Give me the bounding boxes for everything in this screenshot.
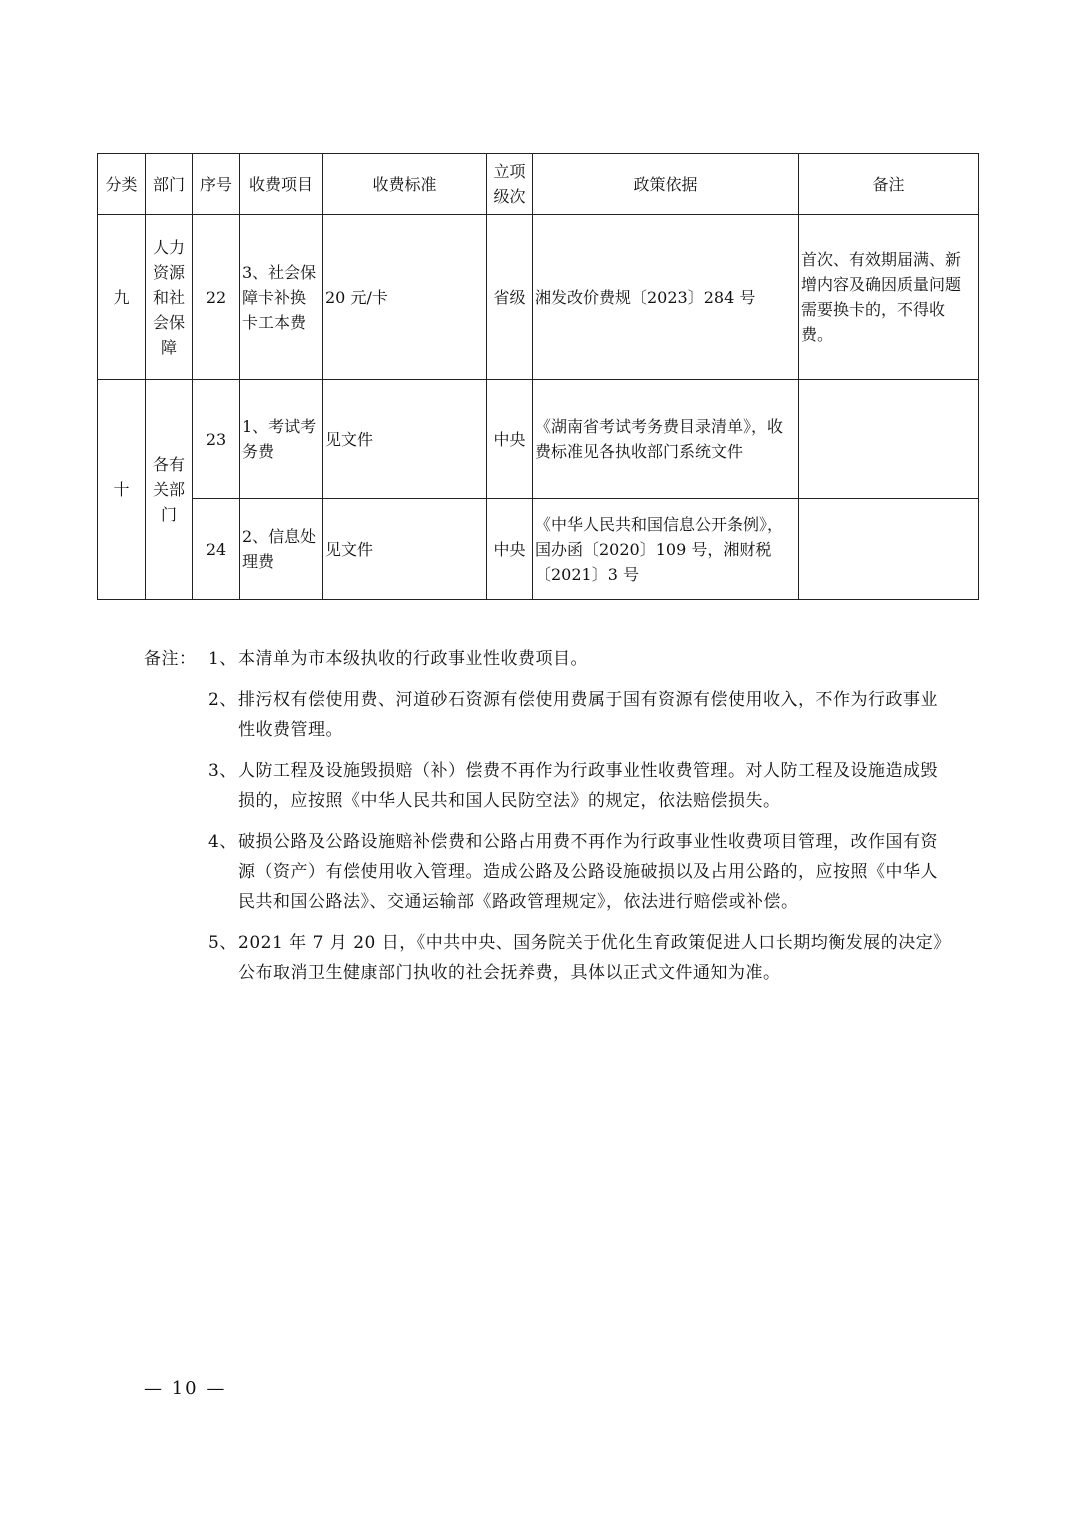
- header-basis: 政策依据: [533, 154, 799, 215]
- table-header-row: [98, 154, 979, 215]
- level-cell: 中央: [487, 499, 533, 600]
- notes-section: [144, 644, 944, 999]
- standard-cell: 20 元/卡: [323, 215, 487, 380]
- note-text: 破损公路及公路设施赔补偿费和公路占用费不再作为行政事业性收费项目管理，改作国有资源（资产）有偿使用收入管理。造成公路及公路设施破损以及占用公路的，应按照《中华人民共和国公路法》、交通运输部《路政管理规定》，依法进行赔偿或补偿。: [238, 832, 938, 912]
- basis-cell: 湘发改价费规〔2023〕284 号: [533, 215, 799, 380]
- fee-table: [97, 153, 979, 600]
- header-level: 立项级次: [487, 154, 533, 215]
- basis-cell: 《中华人民共和国信息公开条例》， 国办函〔2020〕109 号，湘财税〔2021〕3 号: [533, 499, 799, 600]
- page-number: — 10 —: [144, 1378, 227, 1399]
- note-item: [144, 685, 944, 745]
- header-remark: 备注: [799, 154, 979, 215]
- note-item: [144, 756, 944, 816]
- note-index: 1、: [208, 649, 237, 669]
- header-seq: 序号: [193, 154, 240, 215]
- note-item: [144, 644, 944, 674]
- note-index: 4、: [208, 832, 237, 852]
- note-index: 5、: [208, 933, 237, 953]
- note-text: 人防工程及设施毁损赔（补）偿费不再作为行政事业性收费管理。对人防工程及设施造成毁损的，应按照《中华人民共和国人民防空法》的规定，依法赔偿损失。: [238, 761, 938, 811]
- level-cell: 中央: [487, 380, 533, 499]
- level-cell: 省级: [487, 215, 533, 380]
- note-text: 排污权有偿使用费、河道砂石资源有偿使用费属于国有资源有偿使用收入，不作为行政事业性收费管理。: [238, 690, 938, 740]
- department-cell: 各有关部门: [146, 380, 193, 600]
- item-cell: 2、信息处理费: [240, 499, 323, 600]
- note-index: 2、: [208, 690, 237, 710]
- item-cell: 1、考试考务费: [240, 380, 323, 499]
- note-index: 3、: [208, 761, 237, 781]
- header-standard: 收费标准: [323, 154, 487, 215]
- table-row: [98, 499, 979, 600]
- table-row: [98, 215, 979, 380]
- header-department: 部门: [146, 154, 193, 215]
- table-row: [98, 380, 979, 499]
- note-item: [144, 928, 944, 988]
- category-cell: 十: [98, 380, 146, 600]
- header-item: 收费项目: [240, 154, 323, 215]
- category-cell: 九: [98, 215, 146, 380]
- header-category: 分类: [98, 154, 146, 215]
- basis-cell: 《湖南省考试考务费目录清单》，收费标准见各执收部门系统文件: [533, 380, 799, 499]
- note-text: 本清单为市本级执收的行政事业性收费项目。: [238, 649, 588, 669]
- remark-cell: 首次、有效期届满、新增内容及确因质量问题需要换卡的，不得收费。: [799, 215, 979, 380]
- note-item: [144, 827, 944, 917]
- seq-cell: 22: [193, 215, 240, 380]
- notes-label: 备注：: [144, 649, 197, 669]
- seq-cell: 23: [193, 380, 240, 499]
- seq-cell: 24: [193, 499, 240, 600]
- remark-cell: [799, 499, 979, 600]
- item-cell: 3、社会保障卡补换卡工本费: [240, 215, 323, 380]
- department-cell: 人力资源和社会保障: [146, 215, 193, 380]
- standard-cell: 见文件: [323, 380, 487, 499]
- note-text: 2021 年 7 月 20 日，《中共中央、国务院关于优化生育政策促进人口长期均衡发展的决定》公布取消卫生健康部门执收的社会抚养费，具体以正式文件通知为准。: [238, 933, 943, 983]
- remark-cell: [799, 380, 979, 499]
- standard-cell: 见文件: [323, 499, 487, 600]
